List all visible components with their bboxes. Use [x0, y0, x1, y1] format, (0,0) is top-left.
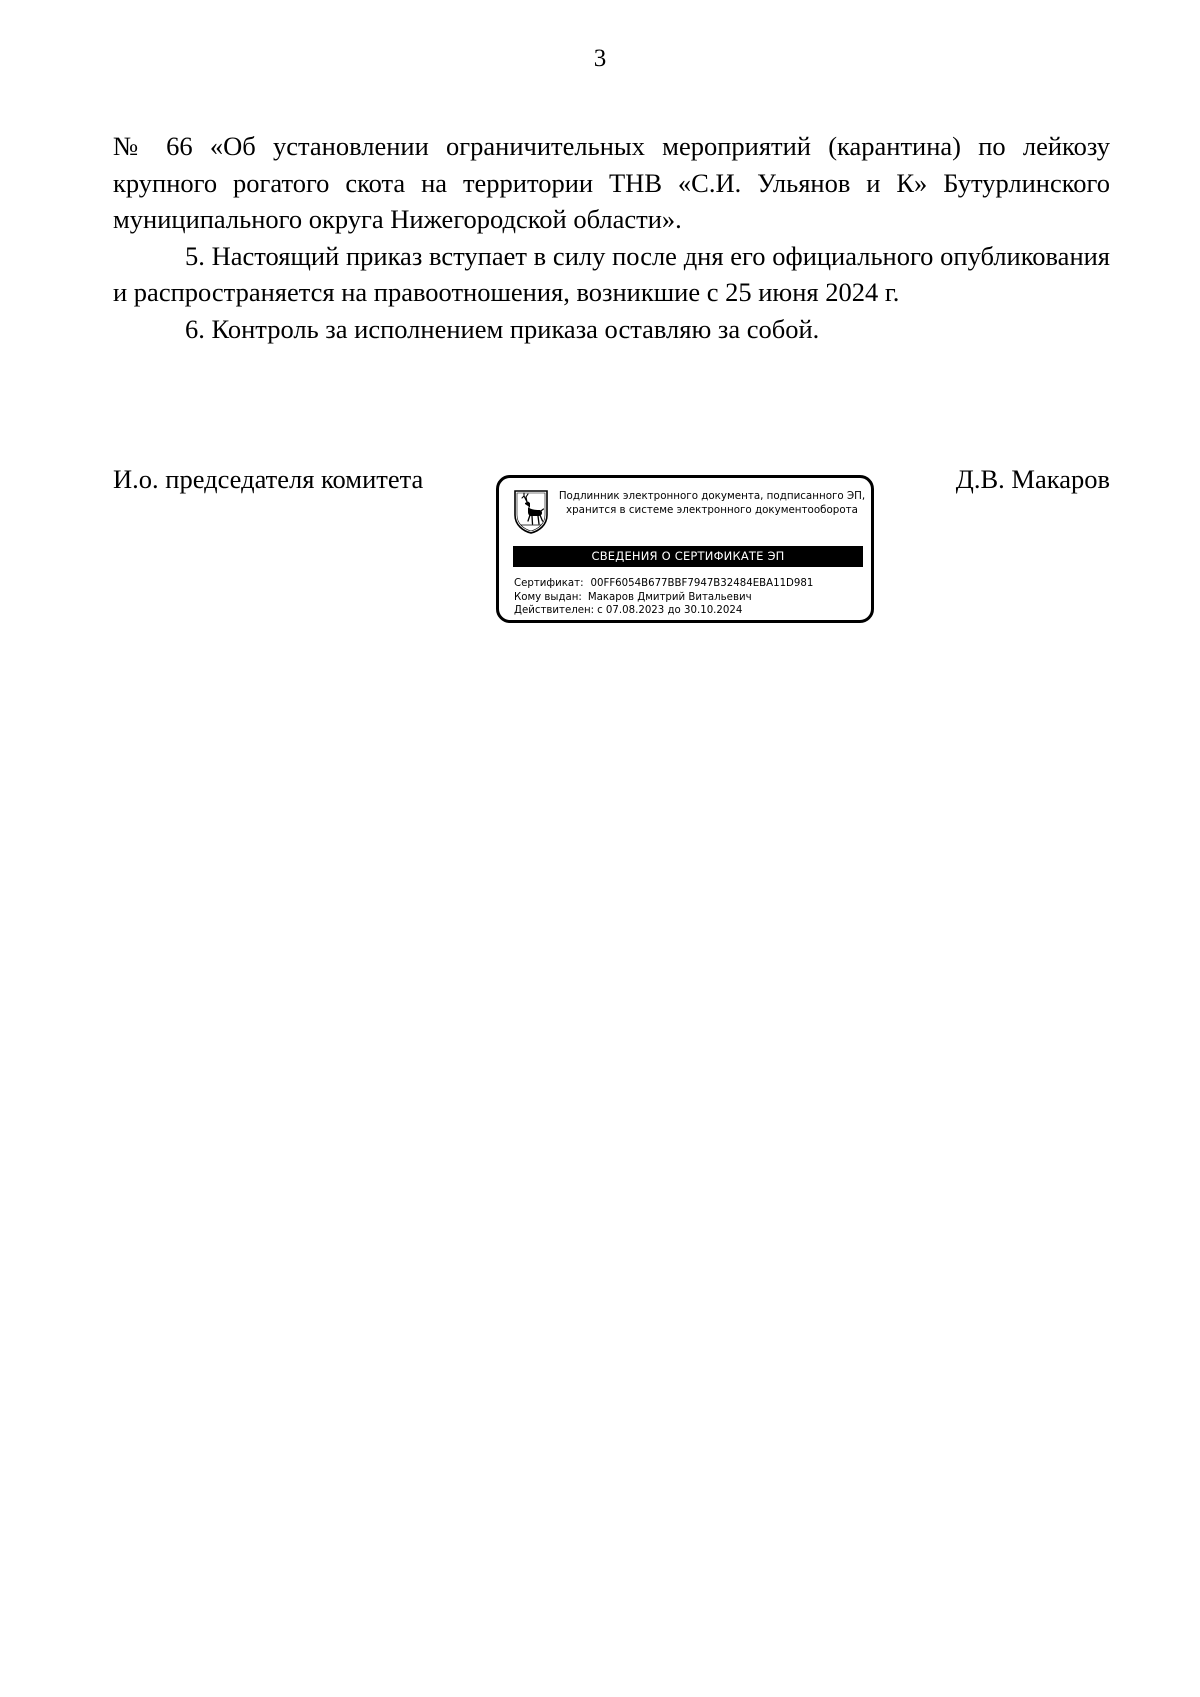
certificate-value: 00FF6054B677BBF7947B32484EBA11D981: [590, 578, 814, 589]
paragraph-decree-reference: № 66 «Об установлении ограничительных мероприятий (карантина) по лейкозу крупного рогатого скота на территории ТНВ «С.И. Ульянов и К» Бутурлинского муниципального округа Нижегородской области».: [113, 131, 1110, 234]
signer-name: Д.В. Макаров: [955, 464, 1110, 494]
stamp-notice-line-1: Подлинник электронного документа, подписанного ЭП,: [558, 490, 866, 502]
validity-label: Действителен:: [514, 605, 595, 616]
validity-value: с 07.08.2023 до 30.10.2024: [597, 605, 743, 616]
signer-position: И.о. председателя комитета: [113, 464, 424, 494]
stamp-certificate-details: [514, 577, 813, 618]
document-body: [113, 128, 1110, 347]
page-number: 3: [593, 45, 607, 72]
stamp-notice: [553, 489, 871, 517]
issued-to-row: [514, 591, 813, 605]
paragraph-5-effective-date: 5. Настоящий приказ вступает в силу после дня его официального опубликования и распространяется на правоотношения, возникшие с 25 июня 2024 г.: [113, 240, 1110, 307]
issued-to-value: Макаров Дмитрий Витальевич: [587, 591, 752, 603]
paragraph-6-control: 6. Контроль за исполнением приказа оставляю за собой.: [185, 313, 820, 344]
stamp-certificate-header: СВЕДЕНИЯ О СЕРТИФИКАТЕ ЭП: [513, 546, 863, 567]
electronic-signature-stamp: [496, 475, 874, 623]
stamp-notice-line-2: хранится в системе электронного документооборота: [566, 504, 858, 516]
certificate-label: Сертификат:: [514, 578, 584, 589]
validity-row: [514, 604, 813, 618]
signature-block: [113, 461, 1110, 651]
issued-to-label: Кому выдан:: [514, 591, 582, 603]
nizhny-novgorod-deer-emblem-icon: [512, 489, 550, 534]
certificate-row: [514, 577, 813, 591]
